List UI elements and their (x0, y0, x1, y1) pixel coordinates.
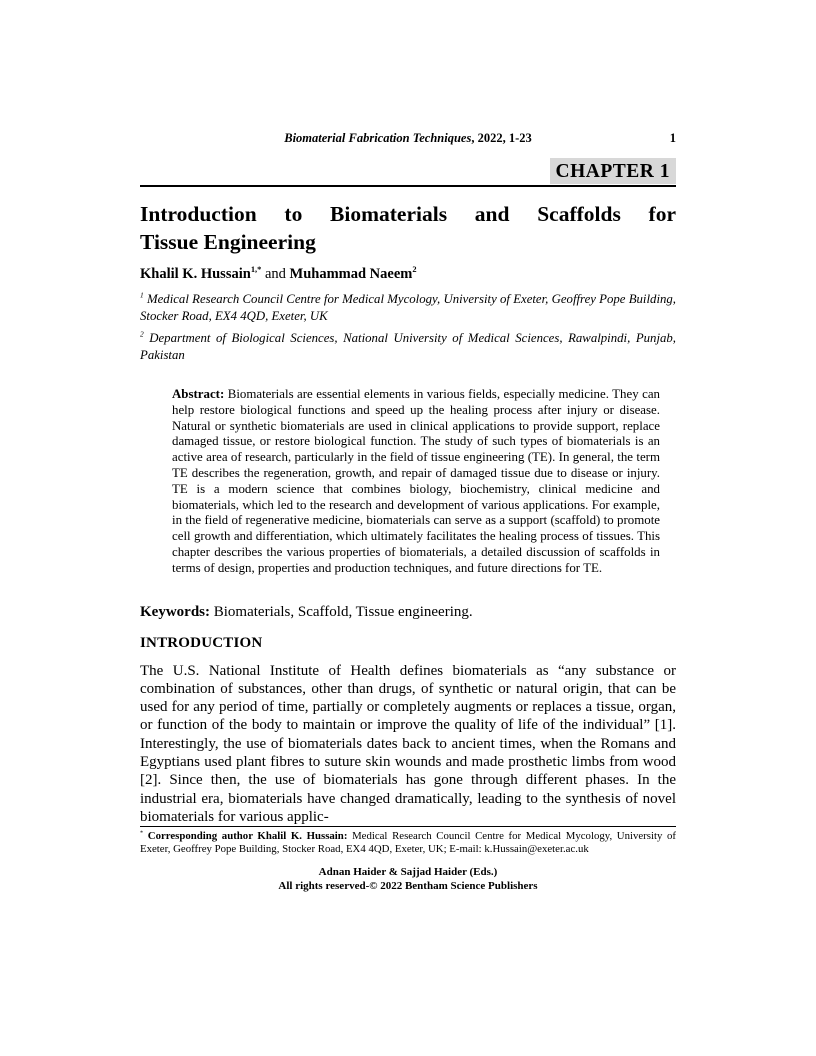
publisher-block (140, 866, 676, 893)
title-line: Introduction to Biomaterials and Scaffolds for (140, 202, 676, 226)
affiliation-superscript: 1 (140, 290, 144, 300)
copyright-line: All rights reserved-© 2022 Bentham Science Publishers (278, 879, 538, 892)
author-name: Muhammad Naeem (289, 266, 413, 282)
author-superscript: 2 (412, 265, 417, 275)
author-connector: and (264, 266, 286, 282)
introduction-paragraph: The U.S. National Institute of Health defines biomaterials as “any substance or combination of substances, other than drugs, of synthetic or natural origin, that can be used for any period of time, partially or completely augments or replaces a tissue, organ, or function of the body to maintain or improve the quality of life of the individual” [1]. Interestingly, the use of biomaterials dates back to ancient times, when the Romans and Egyptians used plant fibres to suture skin wounds and made prosthetic limbs from wood [2]. Since then, the use of biomaterials has gone through different phases. In the industrial era, biomaterials have changed dramatically, leading to the synthesis of novel biomaterials for various applic- (140, 662, 676, 825)
affiliations (140, 291, 676, 363)
footnote-label: Corresponding author Khalil K. Hussain: (147, 830, 348, 842)
affiliation-text: Department of Biological Sciences, National University of Medical Sciences, Rawalpindi, Punjab, Pakistan (140, 331, 677, 362)
footnote-asterisk: * (140, 829, 144, 837)
abstract-label: Abstract: (172, 387, 225, 401)
keywords-line (140, 604, 676, 621)
footnote (140, 830, 676, 856)
affiliation (140, 291, 676, 324)
journal-title: Biomaterial Fabrication Techniques (284, 131, 472, 145)
affiliation-superscript: 2 (140, 329, 144, 339)
keywords-label: Keywords: (140, 603, 210, 620)
chapter-banner-row (140, 158, 676, 184)
title-line: Tissue Engineering (140, 230, 316, 254)
running-header (140, 131, 676, 147)
authors-line (140, 266, 676, 283)
chapter-banner: CHAPTER 1 (550, 158, 676, 184)
keywords-text: Biomaterials, Scaffold, Tissue engineering. (213, 603, 473, 620)
running-header-title (140, 131, 676, 146)
issue-info: , 2022, 1-23 (471, 131, 532, 145)
author-name: Khalil K. Hussain (140, 266, 251, 282)
footnote-divider (140, 826, 676, 827)
affiliation-text: Medical Research Council Centre for Medical Mycology, University of Exeter, Geoffrey Pope Building, Stocker Road, EX4 4QD, Exeter, UK (140, 292, 676, 323)
page-title (140, 200, 676, 256)
introduction-heading: INTRODUCTION (140, 634, 263, 651)
page-footer (140, 826, 676, 893)
author-superscript: 1,* (250, 265, 262, 275)
abstract-section (172, 387, 660, 577)
document-page (140, 0, 676, 826)
page-number: 1 (669, 131, 676, 145)
footnote-text: Medical Research Council Centre for Medical Mycology, University of Exeter, Geoffrey Pope Building, Stocker Road, EX4 4QD, Exeter, UK; E-mail: k.Hussain@exeter.ac.uk (140, 830, 676, 855)
affiliation (140, 330, 676, 363)
editors-line: Adnan Haider & Sajjad Haider (Eds.) (318, 866, 498, 878)
header-divider (140, 185, 676, 187)
abstract-text: Biomaterials are essential elements in various fields, especially medicine. They can help restore biological functions and speed up the healing process after injury or disease. Natural or synthetic biomaterials are used in clinical applications to provide support, replace damaged tissue, or restore biological function. The study of such types of biomaterials is an active area of research, particularly in the field of tissue engineering (TE). In general, the term TE describes the regeneration, growth, and repair of damaged tissue due to disease or injury. TE is a modern science that combines biology, biochemistry, clinical medicine and biomaterials, which led to the research and development of various applications. For example, in the field of regenerative medicine, biomaterials can serve as a support (scaffold) to promote cell growth and differentiation, which ultimately facilitates the healing process of tissues. This chapter describes the various properties of biomaterials, a detailed discussion of scaffolds in terms of design, properties and production techniques, and future directions for TE. (172, 387, 660, 575)
